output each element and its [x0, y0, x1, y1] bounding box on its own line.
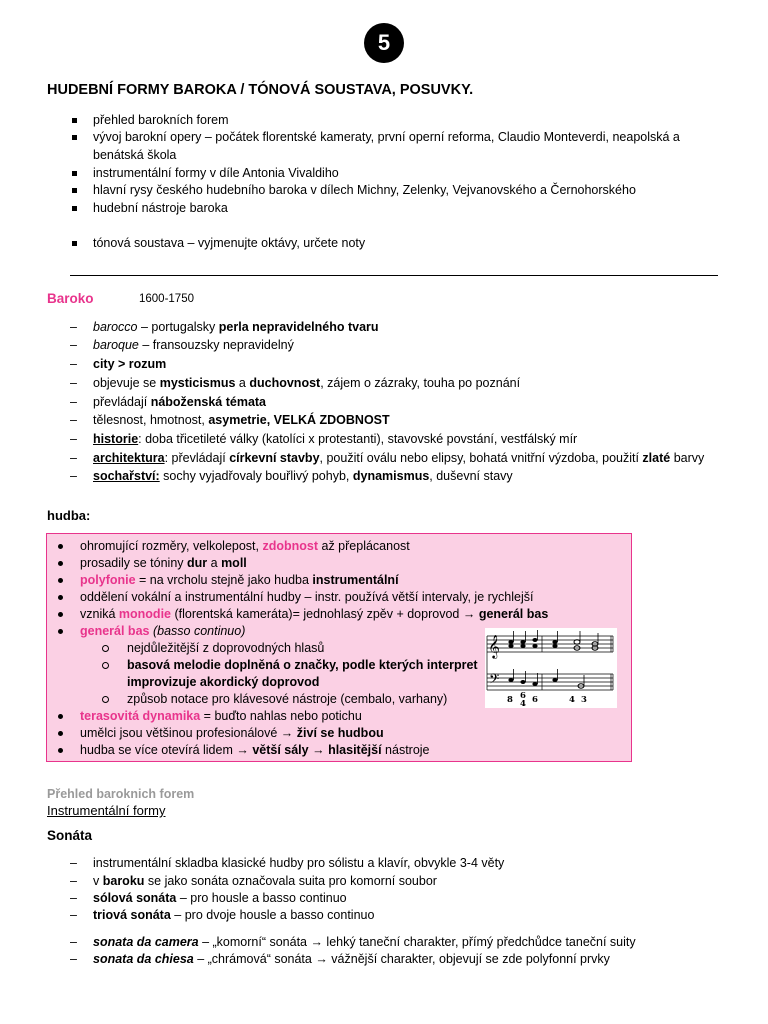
baroko-item: – historie: doba třicetileté války (katolíci x protestanti), stavovské povstání, vestfálský mír	[70, 432, 578, 446]
baroko-item: – architektura: převládají církevní stavby, použití oválu nebo elipsy, bohatá vnitřní výzdoba, použití zlaté barvy	[70, 451, 705, 465]
topic-item: tónová soustava – vyjmenujte oktávy, určete noty	[70, 234, 728, 252]
hudba-heading: hudba:	[47, 508, 91, 523]
sonata-item: – sonata da chiesa – „chrámová“ sonáta → vážnější charakter, objevují se zde polyfonní prvky	[70, 952, 610, 966]
square-bullet-icon	[72, 188, 77, 193]
baroko-item: – baroque – fransouzsky nepravidelný	[70, 338, 294, 352]
topic-item: hlavní rysy českého hudebního baroka v dílech Michny, Zelenky, Vejvanovského a Černohorského	[70, 181, 728, 199]
topic-item: instrumentální formy v díle Antonia Vivaldiho	[70, 164, 728, 182]
svg-text:𝄞: 𝄞	[488, 634, 500, 658]
sonata-item: – sólová sonáta – pro housle a basso continuo	[70, 891, 347, 905]
figured-bass-number: 3	[581, 695, 587, 705]
figured-bass-number: 4	[520, 699, 526, 708]
figured-bass-number: 8	[507, 695, 513, 705]
square-bullet-icon	[72, 135, 77, 140]
topic-item: hudební nástroje baroka	[70, 199, 728, 217]
baroko-item: – barocco – portugalsky perla nepravidelného tvaru	[70, 320, 379, 334]
topic-item: přehled barokních forem	[70, 111, 728, 129]
figured-bass-number: 4	[569, 695, 575, 705]
baroko-heading: Baroko	[47, 291, 94, 306]
horizontal-divider	[70, 275, 718, 276]
sonata-heading: Sonáta	[47, 828, 93, 843]
forms-overview-heading: Přehled baroknich forem	[47, 787, 195, 801]
svg-text:𝄢: 𝄢	[489, 671, 500, 690]
baroko-years: 1600-1750	[139, 293, 194, 305]
sonata-item: – sonata da camera – „komorní“ sonáta → lehký taneční charakter, přímý předchůdce taneční suity	[70, 935, 636, 949]
figured-bass-number: 6	[520, 691, 526, 701]
baroko-item: – objevuje se mysticismus a duchovnost, zájem o zázraky, touha po poznání	[70, 376, 521, 390]
music-notation-icon	[485, 628, 617, 708]
sonata-item: – v baroku se jako sonáta označovala suita pro komorní soubor	[70, 874, 437, 888]
baroko-item: – tělesnost, hmotnost, asymetrie, VELKÁ ZDOBNOST	[70, 413, 390, 427]
figured-bass-number: 6	[532, 695, 538, 705]
square-bullet-icon	[72, 118, 77, 123]
sonata-item: – instrumentální skladba klasické hudby pro sólistu a klavír, obvykle 3-4 věty	[70, 856, 505, 870]
baroko-item: – sochařství: sochy vyjadřovaly bouřlivý pohyb, dynamismus, duševní stavy	[70, 469, 513, 483]
figured-bass-score-image	[485, 628, 617, 708]
topic-item: vývoj barokní opery – počátek florentské kameraty, první operní reforma, Claudio Monteverdi, neapolská a	[70, 128, 728, 146]
section-number: 5	[377, 30, 391, 55]
section-number-badge	[364, 23, 404, 63]
baroko-item: – city > rozum	[70, 357, 167, 371]
square-bullet-icon	[72, 206, 77, 211]
square-bullet-icon	[72, 241, 77, 246]
baroko-item: – převládají náboženská témata	[70, 395, 267, 409]
topic-item-continuation: benátská škola	[93, 148, 177, 162]
instrumental-forms-heading: Instrumentální formy	[47, 803, 166, 818]
sonata-item: – triová sonáta – pro dvoje housle a basso continuo	[70, 908, 375, 922]
page-title: HUDEBNÍ FORMY BAROKA / TÓNOVÁ SOUSTAVA, POSUVKY.	[47, 82, 474, 98]
square-bullet-icon	[72, 171, 77, 176]
